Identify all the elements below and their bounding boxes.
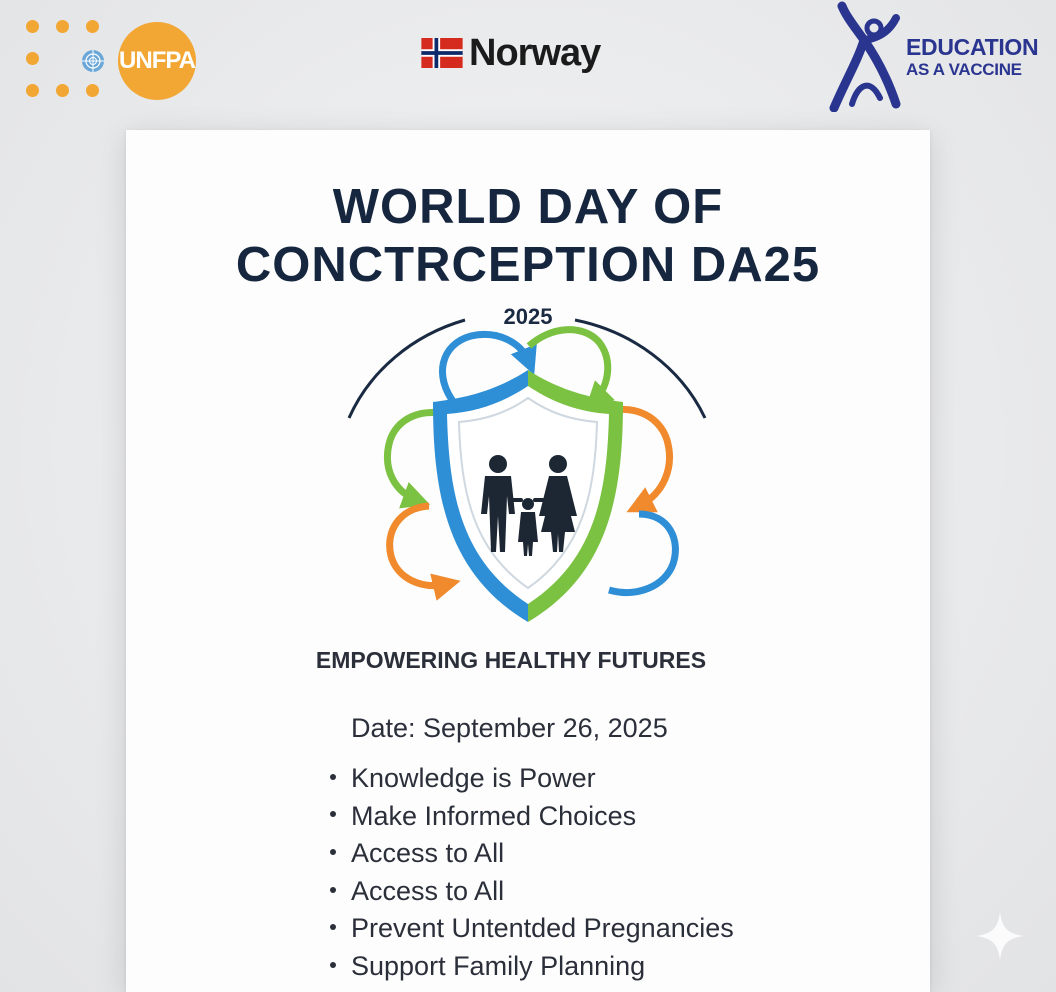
bullet-list	[326, 760, 734, 986]
bullet-text: Access to All	[351, 838, 505, 869]
list-item	[326, 910, 734, 948]
unfpa-dot	[26, 84, 39, 97]
eav-line1: EDUCATION	[906, 34, 1039, 60]
bullet-text: Make Informed Choices	[351, 800, 637, 831]
poster-year: 2025	[503, 304, 553, 329]
poster-title	[126, 178, 930, 294]
list-item	[326, 835, 734, 873]
poster-tagline: EMPOWERING HEALTHY FUTURES	[315, 647, 707, 673]
education-as-a-vaccine-logo	[824, 0, 1056, 112]
bullet-dot	[330, 811, 336, 817]
bullet-dot	[330, 849, 336, 855]
eav-line2: AS A VACCINE	[906, 60, 1022, 79]
norway-name: Norway	[469, 31, 601, 74]
unfpa-logo	[22, 14, 202, 104]
bullet-dot	[330, 924, 336, 930]
sparkle-icon	[974, 910, 1026, 962]
bullet-text: Access to All	[351, 875, 505, 906]
shield-family-icon	[337, 294, 719, 634]
bullet-dot	[330, 774, 336, 780]
eav-wordmark	[906, 36, 1038, 78]
bullet-text: Prevent Untentded Pregnancies	[351, 913, 734, 944]
unfpa-dot	[86, 20, 99, 33]
list-item	[326, 760, 734, 798]
un-emblem-icon	[80, 48, 106, 74]
unfpa-dot	[26, 52, 39, 65]
bullet-text: Support Family Planning	[351, 950, 646, 981]
bullet-text: Knowledge is Power	[351, 763, 596, 793]
unfpa-dot	[26, 20, 39, 33]
title-line-1: WORLD DAY OF	[332, 180, 724, 234]
event-date: Date: September 26, 2025	[351, 713, 668, 743]
norway-flag-icon	[421, 38, 463, 68]
list-item	[326, 948, 734, 986]
list-item	[326, 798, 734, 836]
unfpa-circle	[118, 22, 196, 100]
unfpa-dot	[86, 84, 99, 97]
list-item	[326, 873, 734, 911]
poster-card	[126, 130, 930, 992]
unfpa-dot	[56, 84, 69, 97]
bullet-dot	[330, 887, 336, 893]
unfpa-dot	[56, 20, 69, 33]
eav-figure-icon	[824, 0, 906, 112]
norway-logo	[421, 28, 600, 78]
title-line-2: CONCTRCEPTION DA25	[235, 238, 821, 292]
bullet-dot	[330, 962, 336, 968]
unfpa-name: UNFPA	[119, 47, 195, 74]
